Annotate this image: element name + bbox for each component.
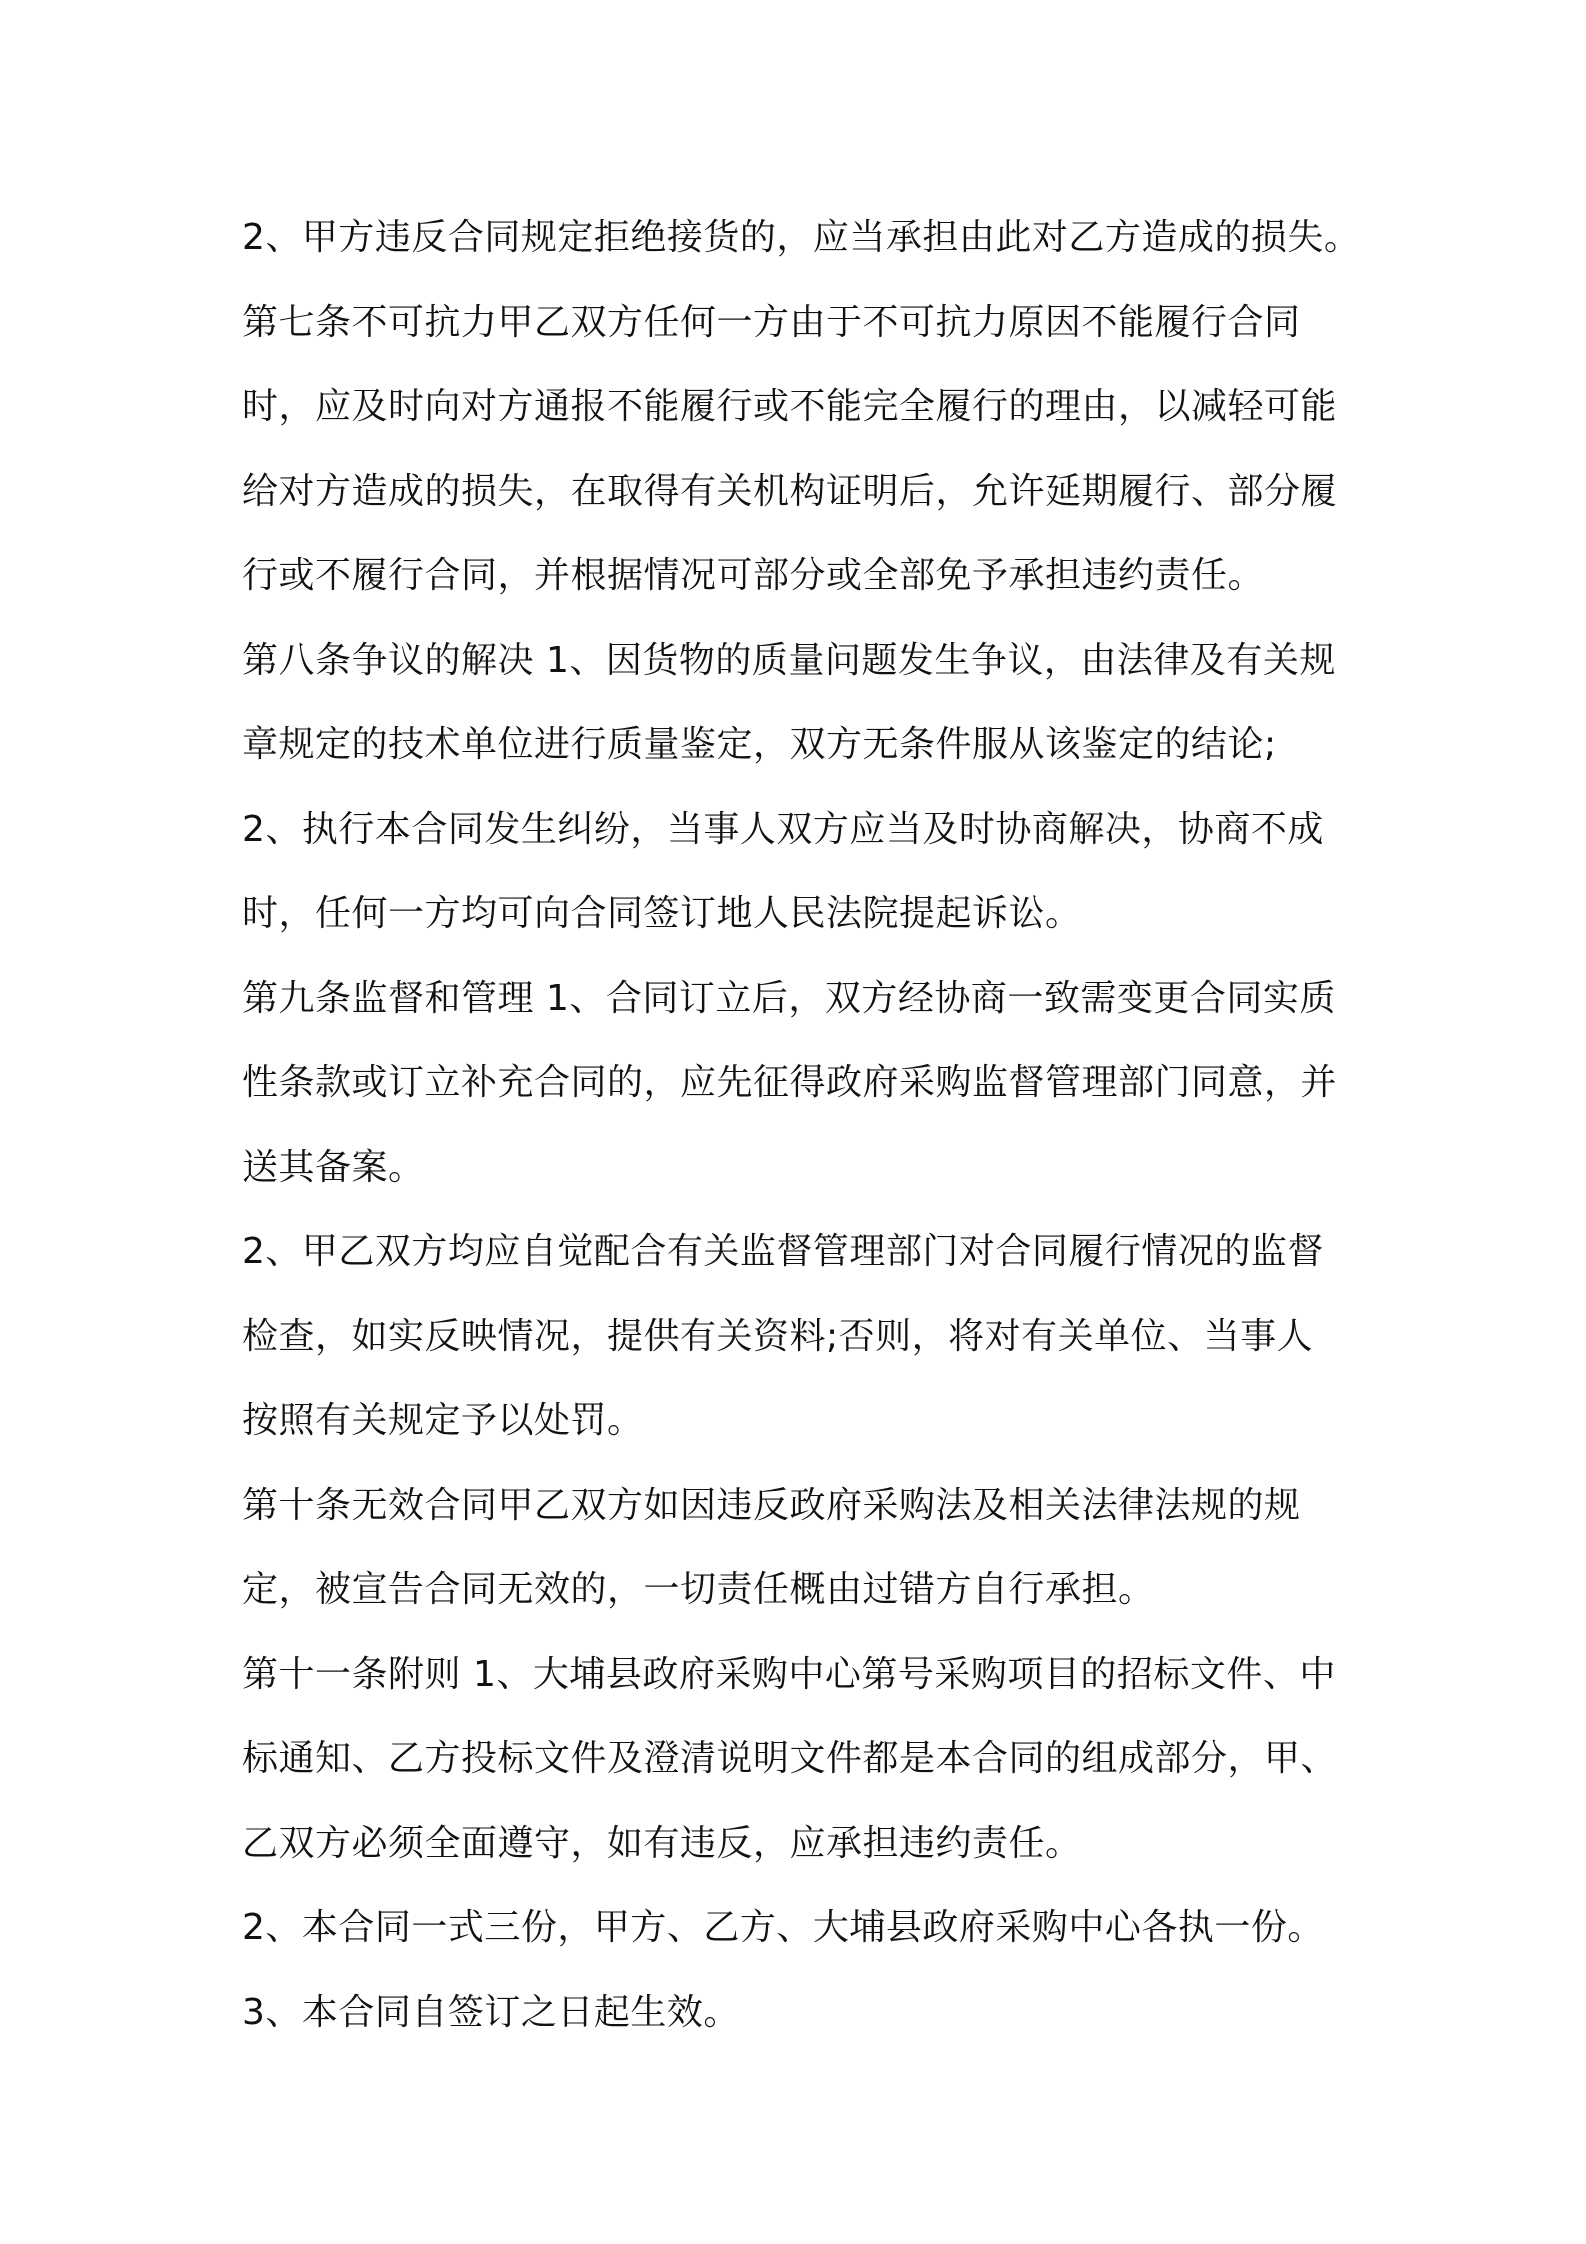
- text-line: 第七条不可抗力甲乙双方任何一方由于不可抗力原因不能履行合同: [242, 301, 1301, 343]
- text-line: 送其备案。: [242, 1146, 425, 1188]
- text-line: 定，被宣告合同无效的，一切责任概由过错方自行承担。: [242, 1569, 1155, 1610]
- contract-text: [242, 196, 1372, 2055]
- text-line: 时，任何一方均可向合同签订地人民法院提起诉讼。: [242, 893, 1082, 934]
- text-line: 2、甲乙双方均应自觉配合有关监督管理部门对合同履行情况的监督: [242, 1231, 1324, 1272]
- text-line: 第九条监督和管理 1、合同订立后，双方经协商一致需变更合同实质: [242, 977, 1336, 1019]
- text-line: 2、执行本合同发生纠纷，当事人双方应当及时协商解决，协商不成: [242, 808, 1324, 850]
- text-line: 3、本合同自签订之日起生效。: [242, 1991, 740, 2033]
- text-line: 第八条争议的解决 1、因货物的质量问题发生争议，由法律及有关规: [242, 639, 1336, 681]
- text-line: 检查，如实反映情况，提供有关资料;否则，将对有关单位、当事人: [242, 1315, 1314, 1357]
- text-line: 第十一条附则 1、大埔县政府采购中心第号采购项目的招标文件、中: [242, 1653, 1336, 1695]
- text-line: 标通知、乙方投标文件及澄清说明文件都是本合同的组成部分，甲、: [242, 1738, 1338, 1779]
- text-line: 乙双方必须全面遵守，如有违反，应承担违约责任。: [242, 1822, 1082, 1864]
- text-line: 行或不履行合同，并根据情况可部分或全部免予承担违约责任。: [242, 555, 1265, 596]
- text-line: 2、甲方违反合同规定拒绝接货的，应当承担由此对乙方造成的损失。: [242, 217, 1361, 258]
- text-line: 按照有关规定予以处罚。: [242, 1400, 644, 1441]
- text-line: 2、本合同一式三份，甲方、乙方、大埔县政府采购中心各执一份。: [242, 1907, 1324, 1948]
- text-line: 性条款或订立补充合同的，应先征得政府采购监督管理部门同意，并: [242, 1062, 1338, 1103]
- text-line: 第十条无效合同甲乙双方如因违反政府采购法及相关法律法规的规: [242, 1484, 1301, 1526]
- text-line: 章规定的技术单位进行质量鉴定，双方无条件服从该鉴定的结论;: [242, 724, 1277, 765]
- text-line: 给对方造成的损失，在取得有关机构证明后，允许延期履行、部分履: [242, 470, 1338, 512]
- text-line: 时，应及时向对方通报不能履行或不能完全履行的理由，以减轻可能: [242, 386, 1338, 427]
